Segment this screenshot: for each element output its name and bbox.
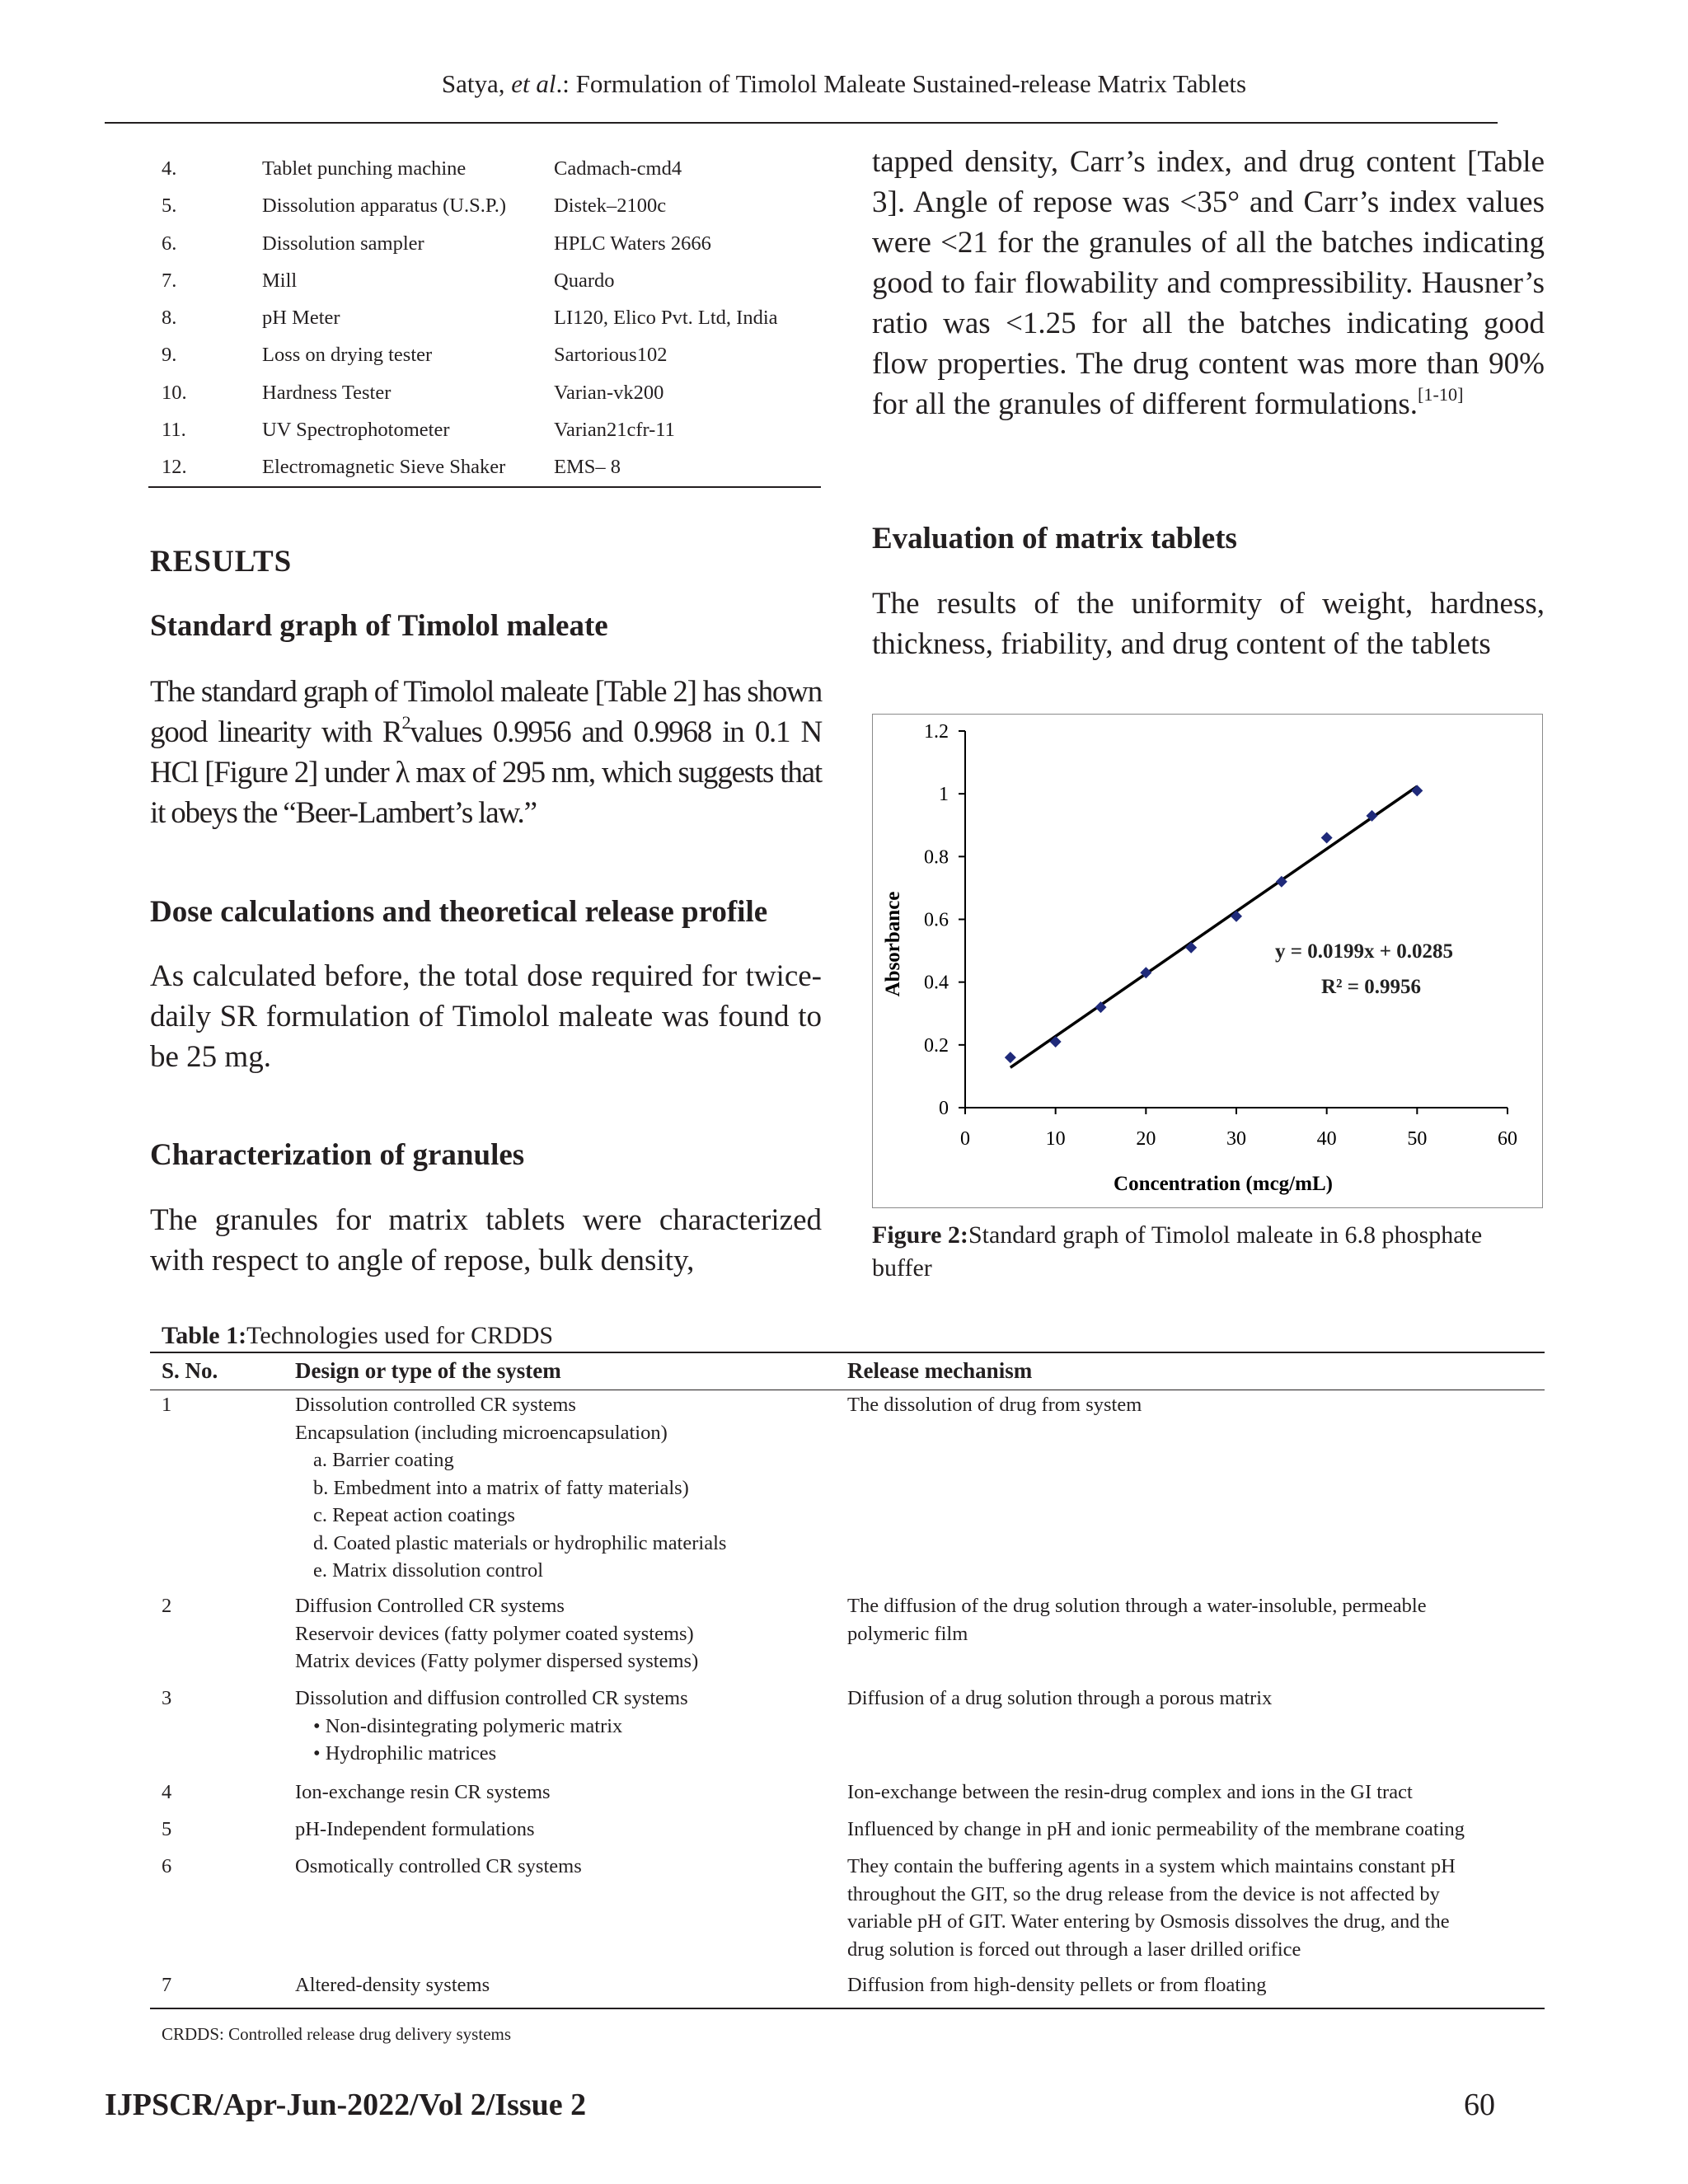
equipment-no: 7. xyxy=(162,269,177,292)
equipment-model: Varian-vk200 xyxy=(554,381,664,404)
equipment-row xyxy=(148,187,821,224)
equipment-no: 12. xyxy=(162,456,187,479)
table-1-header-sno: S. No. xyxy=(162,1358,218,1383)
header-rule xyxy=(105,122,1498,124)
equipment-model: Varian21cfr-11 xyxy=(554,419,675,442)
table-1-row-no: 7 xyxy=(162,1974,172,1996)
std-graph-paragraph: The standard graph of Timolol maleate [Table 2] has shown good linearity with $R^2values$ 0.9956 and 0.9968 in 0.1 N HCl [Figure 2] under λ max of 295 nm, which suggests that it obeys the “Beer-Lambert’s law.” xyxy=(150,675,822,830)
equipment-name: Hardness Tester xyxy=(262,381,392,404)
equipment-model: Quardo xyxy=(554,269,615,292)
equipment-model: Sartorious102 xyxy=(554,344,668,367)
y-axis-title: Absorbance xyxy=(882,891,904,997)
trendline xyxy=(1010,786,1417,1067)
equipment-name: Mill xyxy=(262,269,298,292)
y-tick-label: 0.4 xyxy=(924,972,949,994)
table-1-bottom-rule xyxy=(150,2008,1545,2009)
table-1-row-design-line: Reservoir devices (fatty polymer coated systems) xyxy=(295,1622,694,1645)
table-1-row-release-line: The diffusion of the drug solution through a water-insoluble, permeable xyxy=(847,1595,1427,1617)
table-1-row-design-line: Encapsulation (including microencapsulation) xyxy=(295,1421,668,1444)
table-1-row-design-line: a. Barrier coating xyxy=(313,1449,454,1471)
table-1-row-release xyxy=(847,1592,1427,1647)
equation-label: y = 0.0199x + 0.0285 xyxy=(1275,940,1453,963)
dose-paragraph: As calculated before, the total dose required for twice-daily SR formulation of Timolol maleate was found to be 25 mg. xyxy=(150,959,822,1074)
equipment-row xyxy=(148,299,821,336)
equipment-name: Dissolution sampler xyxy=(262,232,424,255)
table-1-row-design-line: Dissolution controlled CR systems xyxy=(295,1394,576,1416)
x-tick-label: 30 xyxy=(1226,1128,1246,1150)
data-point xyxy=(1231,911,1242,922)
absorbance-chart xyxy=(873,715,1544,1209)
y-tick-label: 1 xyxy=(939,784,949,806)
equipment-row xyxy=(148,374,821,411)
equipment-model: EMS– 8 xyxy=(554,456,621,479)
x-tick-label: 60 xyxy=(1498,1128,1517,1150)
y-tick-label: 0 xyxy=(939,1098,949,1119)
data-point xyxy=(1185,942,1197,954)
table-1-row-release-line: variable pH of GIT. Water entering by Osmosis dissolves the drug, and the xyxy=(847,1910,1450,1933)
table-1-row-release xyxy=(847,1685,1272,1713)
table-1-row-design-line: • Hydrophilic matrices xyxy=(313,1742,497,1765)
table-1-row-design-line: Diffusion Controlled CR systems xyxy=(295,1595,565,1617)
table-1-row-design-line: Matrix devices (Fatty polymer dispersed systems) xyxy=(295,1650,699,1672)
x-tick-label: 50 xyxy=(1407,1128,1428,1150)
table-1-row-release-line: Diffusion of a drug solution through a porous matrix xyxy=(847,1687,1273,1709)
table-1-row-release-line: Ion-exchange between the resin-drug complex and ions in the GI tract xyxy=(847,1781,1413,1803)
table-1-row-design xyxy=(295,1971,490,1999)
y-tick-label: 0.6 xyxy=(924,909,949,931)
table-1-row-no: 2 xyxy=(162,1595,172,1617)
equipment-name: pH Meter xyxy=(262,307,340,330)
equipment-name: Electromagnetic Sieve Shaker xyxy=(262,456,506,479)
table-1-row-design xyxy=(295,1853,582,1881)
table-1-row-no: 1 xyxy=(162,1394,172,1416)
equipment-name: Dissolution apparatus (U.S.P.) xyxy=(262,194,507,218)
figure-2-chart xyxy=(872,714,1543,1208)
table-1-row-design-line: b. Embedment into a matrix of fatty materials) xyxy=(313,1476,689,1499)
running-header: Satya, et al.: Formulation of Timolol Maleate Sustained-release Matrix Tablets xyxy=(441,69,1247,98)
table-1-row-design xyxy=(295,1592,698,1675)
table-1-row-design-line: Osmotically controlled CR systems xyxy=(295,1855,582,1877)
table-1-row-design-line: d. Coated plastic materials or hydrophilic materials xyxy=(313,1531,727,1554)
table-1-row-design xyxy=(295,1816,535,1844)
equipment-name: Tablet punching machine xyxy=(262,157,467,180)
equipment-model: Distek–2100c xyxy=(554,194,667,218)
x-tick-label: 0 xyxy=(960,1128,970,1150)
table-1-row-no: 5 xyxy=(162,1818,172,1840)
dose-heading: Dose calculations and theoretical release profile xyxy=(150,895,768,929)
table-1-header-design: Design or type of the system xyxy=(295,1358,561,1383)
data-point xyxy=(1005,1052,1016,1063)
table-1-row-release xyxy=(847,1853,1456,1963)
x-tick-label: 10 xyxy=(1045,1128,1066,1150)
equipment-no: 9. xyxy=(162,344,177,367)
x-tick-label: 20 xyxy=(1136,1128,1156,1150)
eval-paragraph: The results of the uniformity of weight, hardness, thickness, friability, and drug content of the tablets xyxy=(872,587,1545,661)
results-heading: RESULTS xyxy=(150,545,293,579)
table-1-row-no: 4 xyxy=(162,1781,172,1803)
x-tick-label: 40 xyxy=(1316,1128,1337,1150)
equipment-row xyxy=(148,225,821,262)
granules-heading: Characterization of granules xyxy=(150,1138,525,1172)
table-1-row-release xyxy=(847,1391,1142,1419)
table-1-row-design xyxy=(295,1779,551,1807)
data-point xyxy=(1321,832,1333,843)
table-1-row-release xyxy=(847,1971,1267,1999)
equipment-row xyxy=(148,150,821,187)
y-tick-label: 1.2 xyxy=(924,721,949,743)
equipment-no: 5. xyxy=(162,194,177,218)
std-graph-heading: Standard graph of Timolol maleate xyxy=(150,609,608,643)
r-squared-label: R² = 0.9956 xyxy=(1321,976,1422,998)
table-1-header-release: Release mechanism xyxy=(847,1358,1033,1383)
table-1-row-design-line: c. Repeat action coatings xyxy=(313,1504,515,1526)
table-1-row-design-line: Altered-density systems xyxy=(295,1974,490,1996)
equipment-no: 10. xyxy=(162,381,187,404)
figure-2-caption: Figure 2:Standard graph of Timolol maleate in 6.8 phosphate buffer xyxy=(872,1221,1483,1282)
equipment-name: UV Spectrophotometer xyxy=(262,419,450,442)
table-1-row-release-line: polymeric film xyxy=(847,1622,968,1645)
table-1-row-release xyxy=(847,1816,1465,1844)
table-1-row-design-line: pH-Independent formulations xyxy=(295,1818,535,1840)
equipment-model: LI120, Elico Pvt. Ltd, India xyxy=(554,307,778,330)
equipment-no: 11. xyxy=(162,419,186,442)
equipment-row xyxy=(148,411,821,448)
table-1-row-design-line: Ion-exchange resin CR systems xyxy=(295,1781,551,1803)
equipment-row xyxy=(148,448,821,485)
table-1-row-release-line: drug solution is forced out through a laser drilled orifice xyxy=(847,1938,1301,1961)
equipment-row xyxy=(148,262,821,299)
table-1-row-design-line: e. Matrix dissolution control xyxy=(313,1559,543,1582)
granules-paragraph: The granules for matrix tablets were characterized with respect to angle of repose, bulk density, xyxy=(150,1203,822,1277)
eval-heading: Evaluation of matrix tablets xyxy=(872,522,1237,555)
data-point xyxy=(1411,785,1423,796)
table-1-row-release-line: Diffusion from high-density pellets or from floating xyxy=(847,1974,1267,1996)
table-1-row-release-line: They contain the buffering agents in a system which maintains constant pH xyxy=(847,1855,1456,1877)
equipment-name: Loss on drying tester xyxy=(262,344,433,367)
table-1-row-release xyxy=(847,1779,1413,1807)
table-1-row-design-line: Dissolution and diffusion controlled CR systems xyxy=(295,1687,688,1709)
equipment-row xyxy=(148,336,821,373)
table-1-row-no: 3 xyxy=(162,1687,172,1709)
x-axis-title: Concentration (mcg/mL) xyxy=(1114,1173,1333,1195)
table-1-caption: Table 1:Technologies used for CRDDS xyxy=(162,1322,554,1349)
page-number: 60 xyxy=(1464,2088,1495,2122)
y-tick-label: 0.8 xyxy=(924,846,949,869)
table-1-row-release-line: throughout the GIT, so the drug release from the device is not affected by xyxy=(847,1882,1440,1905)
equipment-model: Cadmach-cmd4 xyxy=(554,157,682,180)
table-1-row-no: 6 xyxy=(162,1855,172,1877)
equipment-no: 6. xyxy=(162,232,177,255)
y-tick-label: 0.2 xyxy=(924,1034,949,1057)
equipment-model: HPLC Waters 2666 xyxy=(554,232,711,255)
journal-footer: IJPSCR/Apr-Jun-2022/Vol 2/Issue 2 xyxy=(105,2088,587,2122)
table-1-row-release-line: The dissolution of drug from system xyxy=(847,1394,1142,1416)
table-1-row-design xyxy=(295,1685,688,1768)
table-1-footnote: CRDDS: Controlled release drug delivery systems xyxy=(162,2024,512,2044)
granules-paragraph-continued: tapped density, Carr’s index, and drug content [Table 3]. Angle of repose was <35° and Carr’s index values were <21 for the granules of all the batches indicating good to fair flowability and compressibility. Hausner’s ratio was <1.25 for all the batches indicating good flow properties. The drug content was more than 90% for all the granules of different formulations.[1-10] xyxy=(872,145,1545,421)
equipment-no: 4. xyxy=(162,157,177,180)
equipment-no: 8. xyxy=(162,307,177,330)
equipment-table xyxy=(148,150,821,488)
table-1-row-release-line: Influenced by change in pH and ionic permeability of the membrane coating xyxy=(847,1818,1465,1840)
table-1-row-design xyxy=(295,1391,726,1585)
table-1-row-design-line: • Non-disintegrating polymeric matrix xyxy=(313,1714,623,1737)
table-1-top-rule xyxy=(150,1352,1545,1353)
